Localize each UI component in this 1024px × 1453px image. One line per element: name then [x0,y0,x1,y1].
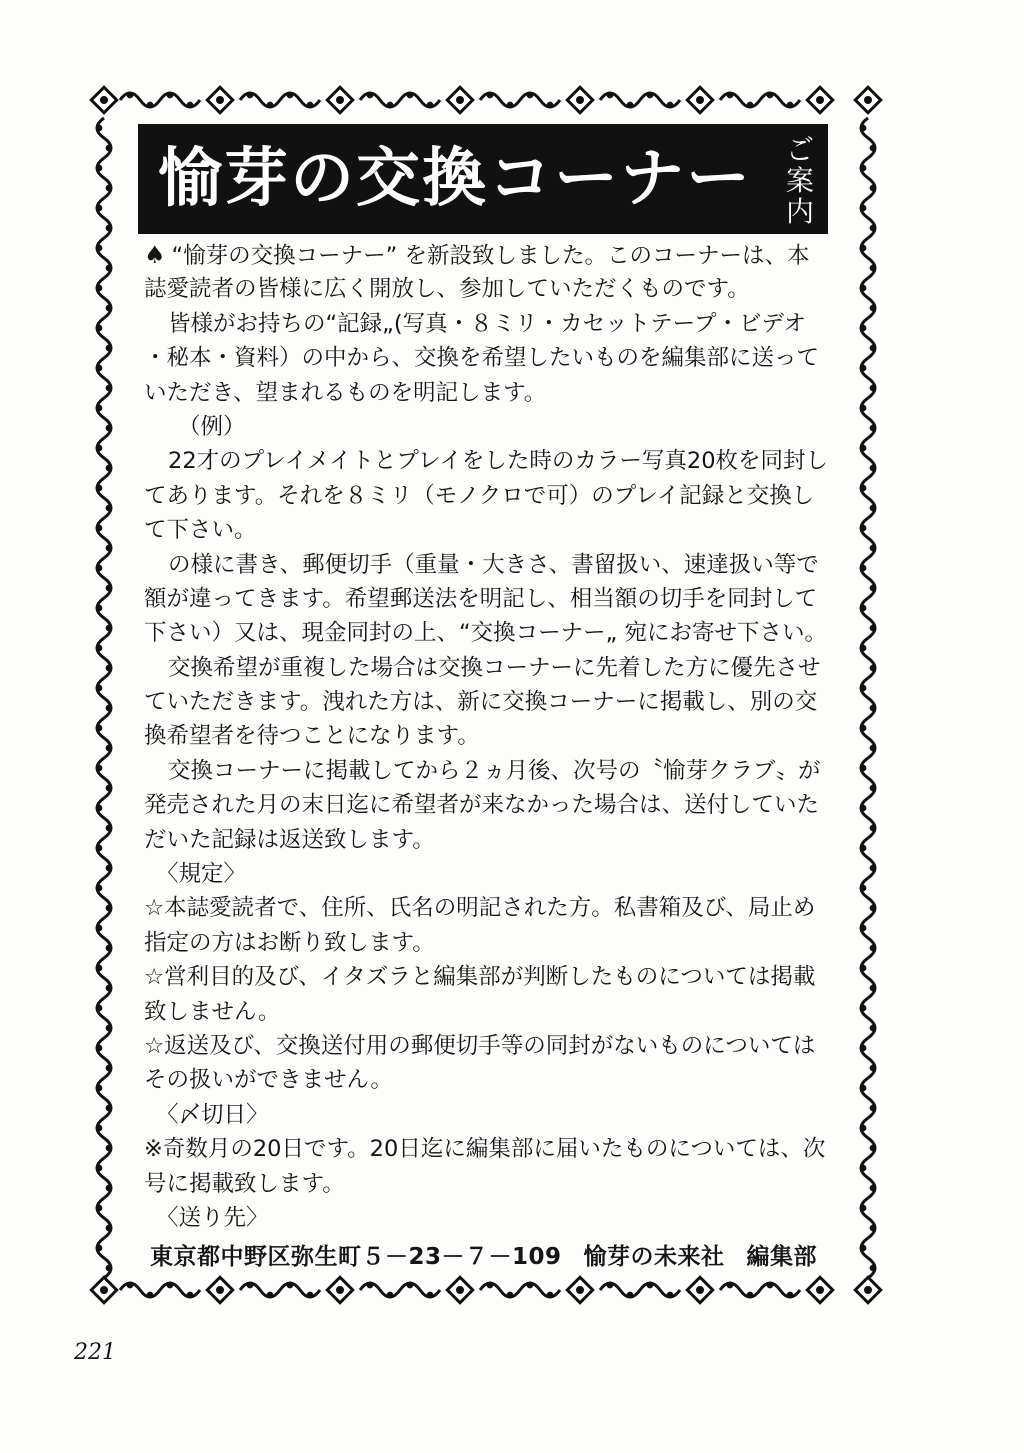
border-ornament [860,478,877,518]
border-ornament [96,398,113,438]
border-ornament [860,998,877,1038]
text-line: ♠ “愉芽の交換コーナー” を新設致しました。このコーナーは、本 [144,241,810,269]
address-street: 東京都中野区弥生町５－23－７－109 [150,1244,562,1270]
text-line: 交換希望が重複した場合は交換コーナーに先着した方に優先させ [168,654,821,681]
border-ornament [860,118,877,158]
border-ornament [860,878,877,918]
title-side-label: ご案内 [785,133,814,228]
border-ornament [860,198,877,238]
text-line: 換希望者を待つことになります。 [144,723,480,750]
border-ornament [640,92,680,109]
border-ornament [860,838,877,878]
border-corner [91,1277,116,1302]
border-ornament [860,1158,877,1198]
border-ornament [687,1277,712,1302]
rule-item: ☆返送及び、交換送付用の郵便切手等の同封がないものについては [144,1032,816,1059]
border-ornament [860,558,877,598]
border-ornament [760,1282,800,1299]
border-ornament [687,87,712,112]
border-ornament [96,1038,113,1078]
border-ornament [96,1238,113,1278]
border-ornament [860,918,877,958]
border-ornament [860,1078,877,1118]
border-ornament [240,92,280,109]
border-ornament [327,1277,352,1302]
border-corner [91,87,116,112]
border-ornament [96,918,113,958]
border-ornament [96,238,113,278]
border-ornament [96,798,113,838]
border-ornament [96,1198,113,1238]
rule-item: ☆営利目的及び、イタズラと編集部が判断したものについては掲載 [144,964,816,991]
border-ornament [860,278,877,318]
text-line: だいた記録は返送致します。 [144,826,435,853]
border-ornament [807,1277,832,1302]
border-ornament [860,318,877,358]
border-ornament [96,1118,113,1158]
border-ornament [860,758,877,798]
border-ornament [96,118,113,158]
text-line: 下さい）又は、現金同封の上、“交換コーナー„ 宛にお寄せ下さい。 [144,620,827,647]
text-line: ていただきます。洩れた方は、新に交換コーナーに掲載し、別の交 [144,689,818,716]
department-name: 編集部 [746,1244,818,1270]
border-ornament [96,558,113,598]
border-ornament [96,998,113,1038]
border-corner [855,1277,880,1302]
border-ornament [480,1282,520,1299]
border-ornament [327,87,352,112]
border-ornament [447,1277,472,1302]
page-title: 愉芽の交換コーナー [158,141,752,216]
border-ornament [96,158,113,198]
border-ornament [860,438,877,478]
text-line: 22才のプレイメイトとプレイをした時のカラー写真20枚を同封し [168,448,829,475]
border-corner [855,87,880,112]
text-line: 発売された月の末日迄に希望者が来なかった場合は、送付していた [144,792,820,819]
border-ornament [720,92,760,109]
text-line: いただき、望まれるものを明記します。 [144,379,547,406]
border-ornament [96,718,113,758]
border-ornament [720,1282,760,1299]
border-ornament [96,478,113,518]
border-ornament [447,87,472,112]
border-ornament [96,838,113,878]
border-ornament [807,87,832,112]
border-ornament [760,92,800,109]
border-ornament [400,1282,440,1299]
border-ornament [640,1282,680,1299]
border-ornament [567,87,592,112]
spade-icon: ♠ [144,241,166,269]
border-ornament [860,1198,877,1238]
border-ornament [96,278,113,318]
publisher-name: 愉芽の未来社 [583,1244,725,1270]
example-label: （例） [178,413,246,440]
border-ornament [96,198,113,238]
text-line: の様に書き、郵便切手（重量・大きさ、書留扱い、速達扱い等で [168,551,819,578]
text-line: その扱いができません。 [144,1067,393,1094]
title-banner [138,124,828,234]
border-ornament [860,1038,877,1078]
border-ornament [860,158,877,198]
border-ornament [860,358,877,398]
page-number: 221 [74,1340,116,1365]
border-ornament [96,1078,113,1118]
text-line: 致しません。 [144,998,281,1025]
text-line: 指定の方はお断り致します。 [144,929,435,956]
border-ornament [160,92,200,109]
border-ornament [160,1282,200,1299]
section-label-destination: 〈送り先〉 [156,1204,269,1231]
border-ornament [240,1282,280,1299]
border-ornament [860,718,877,758]
border-ornament [860,638,877,678]
border-ornament [567,1277,592,1302]
border-ornament [520,1282,560,1299]
text-line: て下さい。 [144,517,257,544]
border-ornament [520,92,560,109]
text-line: 号に掲載致します。 [144,1170,345,1197]
border-ornament [860,1118,877,1158]
mailing-address [150,1238,840,1271]
border-ornament [96,358,113,398]
text-line: ・秘本・資料）の中から、交換を希望したいものを編集部に送って [144,345,820,372]
border-ornament [96,1158,113,1198]
border-ornament [600,92,640,109]
text-line: 交換コーナーに掲載してから２ヵ月後、次号の〝愉芽クラブ〟が [168,757,821,784]
text-line: てあります。それを８ミリ（モノクロで可）のプレイ記録と交換し [144,482,815,509]
border-ornament [360,1282,400,1299]
border-ornament [860,678,877,718]
border-ornament [860,238,877,278]
border-ornament [400,92,440,109]
border-ornament [96,758,113,798]
section-label-deadline: 〈〆切日〉 [156,1101,269,1128]
deadline-text: ※奇数月の20日です。20日迄に編集部に届いたものについては、次 [144,1136,826,1163]
border-ornament [96,438,113,478]
border-ornament [860,798,877,838]
border-ornament [96,878,113,918]
text-line: 誌愛読者の皆様に広く開放し、参加していただくものです。 [144,276,750,303]
border-ornament [860,518,877,558]
border-ornament [280,92,320,109]
border-ornament [96,958,113,998]
border-ornament [280,1282,320,1299]
border-ornament [96,318,113,358]
text-line: 皆様がお持ちの“記録„(写真・８ミリ・カセットテープ・ビデオ [168,310,807,337]
text-line: 額が違ってきます。希望郵送法を明記し、相当額の切手を同封して [144,585,818,612]
border-ornament [207,87,232,112]
border-ornament [96,678,113,718]
rule-item: ☆本誌愛読者で、住所、氏名の明記された方。私書箱及び、局止め [144,895,816,922]
border-ornament [96,638,113,678]
border-ornament [360,92,400,109]
border-ornament [96,518,113,558]
article-body [144,238,836,1235]
border-ornament [600,1282,640,1299]
border-ornament [120,1282,160,1299]
border-ornament [860,1238,877,1278]
border-ornament [860,598,877,638]
border-ornament [120,92,160,109]
section-label-rules: 〈規定〉 [156,861,247,888]
border-ornament [96,598,113,638]
border-ornament [860,958,877,998]
border-ornament [860,398,877,438]
border-ornament [480,92,520,109]
border-ornament [207,1277,232,1302]
